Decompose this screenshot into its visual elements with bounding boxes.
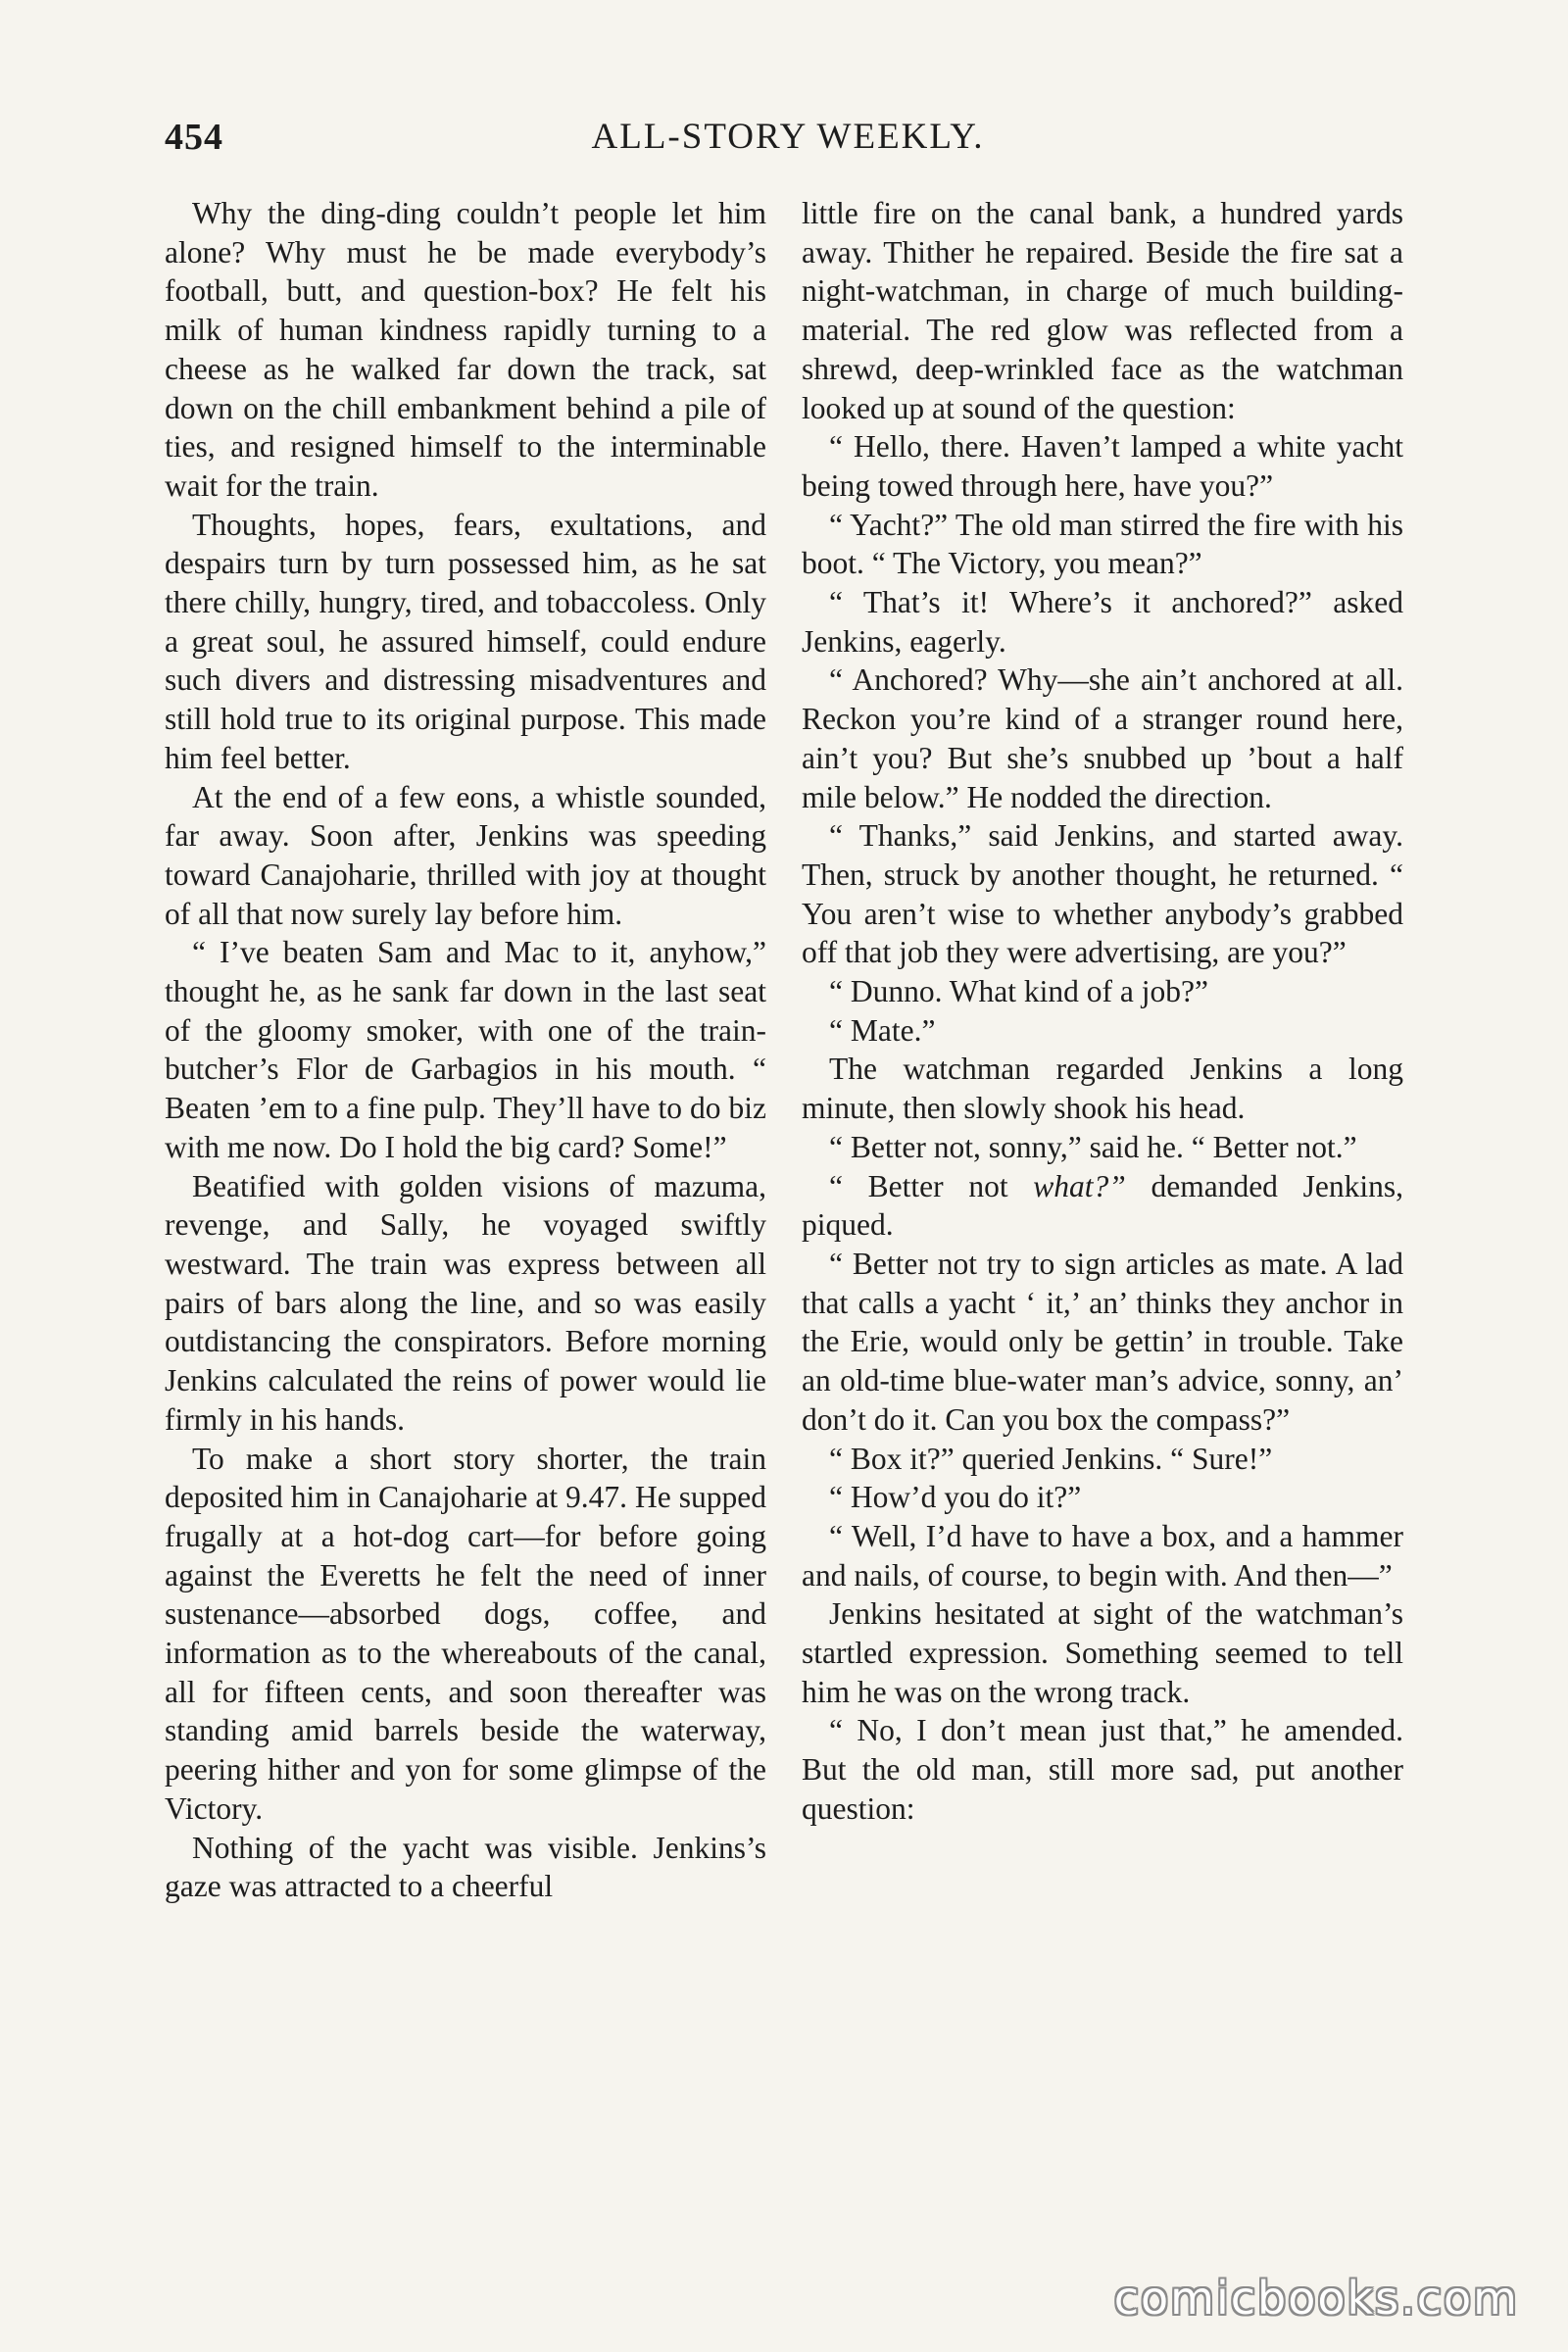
- paragraph: “ Yacht?” The old man stirred the fire with his boot. “ The Victory, you mean?”: [802, 507, 1403, 581]
- paragraph: [802, 1167, 1403, 1245]
- paragraph: Thoughts, hopes, fears, exultations, and despairs turn by turn possessed him, as he sat there chilly, hungry, tired, and tobaccoless. Only a great soul, he assured himself, could endure such divers and distressing misadventures and still hold true to its original purpose. This made him feel better.: [165, 507, 766, 775]
- page-number: 454: [165, 117, 223, 158]
- paragraph: Beatified with golden visions of mazuma, revenge, and Sally, he voyaged swiftly westward. The train was express between all pairs of bars along the line, and so was easily outdistancing the conspirators. Before morning Jenkins calculated the reins of power would lie firmly in his hands.: [165, 1168, 766, 1437]
- paragraph: “ Anchored? Why—she ain’t anchored at all. Reckon you’re kind of a stranger round here, ain’t you? But she’s snubbed up ’bout a half mile below.” He nodded the direction.: [802, 662, 1403, 814]
- paragraph: At the end of a few eons, a whistle sounded, far away. Soon after, Jenkins was speeding toward Canajoharie, thrilled with joy at thought of all that now surely lay before him.: [165, 779, 766, 931]
- paragraph: little fire on the canal bank, a hundred yards away. Thither he repaired. Beside the fire sat a night-watchman, in charge of much building-material. The red glow was reflected from a shrewd, deep-wrinkled face as the watchman looked up at sound of the question:: [802, 196, 1403, 425]
- paragraph: “ Better not try to sign articles as mate. A lad that calls a yacht ‘ it,’ an’ thinks they anchor in the Erie, would only be gettin’ in trouble. Take an old-time blue-water man’s advice, sonny, an’ don’t do it. Can you box the compass?”: [802, 1246, 1403, 1437]
- paragraph: “ Box it?” queried Jenkins. “ Sure!”: [829, 1441, 1273, 1476]
- paragraph: Why the ding-ding couldn’t people let him alone? Why must he be made everybody’s football, butt, and question-box? He felt his milk of human kindness rapidly turning to a cheese as he walked far down the track, sat down on the chill embankment behind a pile of ties, and resigned himself to the interminable wait for the train.: [165, 196, 766, 503]
- paragraph: “ Well, I’d have to have a box, and a hammer and nails, of course, to begin with. And then—”: [802, 1518, 1403, 1592]
- paragraph: “ No, I don’t mean just that,” he amended. But the old man, still more sad, put another question:: [802, 1713, 1403, 1826]
- paragraph: “ Mate.”: [829, 1012, 936, 1048]
- paragraph: Jenkins hesitated at sight of the watchman’s startled expression. Something seemed to tell him he was on the wrong track.: [802, 1596, 1403, 1709]
- paragraph: “ Dunno. What kind of a job?”: [829, 974, 1208, 1009]
- watermark: comicbooks.com: [1113, 2272, 1519, 2325]
- paragraph: “ How’d you do it?”: [829, 1480, 1082, 1515]
- text-run: “ Better not: [829, 1168, 1034, 1203]
- emphasis-text: what?”: [1033, 1168, 1126, 1203]
- text-run: demanded Jenkins, piqued.: [802, 1168, 1403, 1243]
- paragraph: “ Better not, sonny,” said he. “ Better not.”: [829, 1129, 1357, 1164]
- paragraph: “ That’s it! Where’s it anchored?” asked Jenkins, eagerly.: [802, 585, 1403, 659]
- paragraph: “ Thanks,” said Jenkins, and started away. Then, struck by another thought, he returned. “ You aren’t wise to whether anybody’s grabbed off that job they were advertising, are you?”: [802, 818, 1403, 970]
- paragraph: “ Hello, there. Haven’t lamped a white yacht being towed through here, have you?”: [802, 429, 1403, 503]
- left-column: [165, 194, 766, 1906]
- paragraph: To make a short story shorter, the train deposited him in Canajoharie at 9.47. He supped frugally at a hot-dog cart—for before going against the Everetts he felt the need of inner sustenance—absorbed dogs, coffee, and information as to the whereabouts of the canal, all for fifteen cents, and soon thereafter was standing amid barrels beside the waterway, peering hither and yon for some glimpse of the Victory.: [165, 1441, 766, 1826]
- running-head: ALL-STORY WEEKLY.: [591, 117, 985, 157]
- right-column: [802, 194, 1403, 1829]
- page-header: [165, 116, 1411, 171]
- paragraph: The watchman regarded Jenkins a long minute, then slowly shook his head.: [802, 1052, 1403, 1126]
- paragraph: Nothing of the yacht was visible. Jenkins’s gaze was attracted to a cheerful: [165, 1830, 766, 1904]
- paragraph: “ I’ve beaten Sam and Mac to it, anyhow,” thought he, as he sank far down in the last seat of the gloomy smoker, with one of the train-butcher’s Flor de Garbagios in his mouth. “ Beaten ’em to a fine pulp. They’ll have to do biz with me now. Do I hold the big card? Some!”: [165, 935, 766, 1164]
